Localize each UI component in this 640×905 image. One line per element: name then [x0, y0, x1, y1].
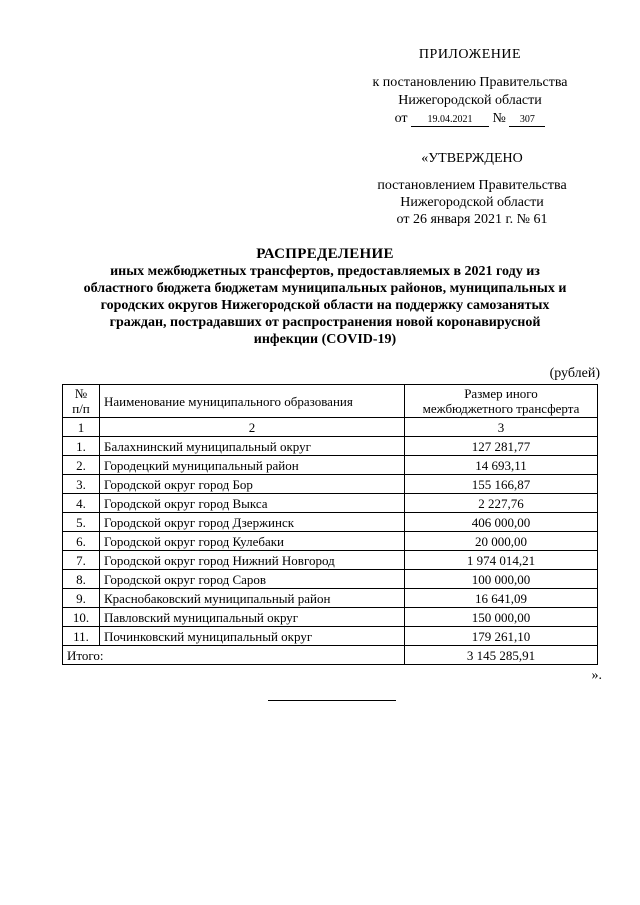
table-row	[63, 475, 598, 494]
signature-line	[268, 700, 396, 701]
row-amount: 16 641,09	[405, 589, 598, 608]
currency-unit: (рублей)	[549, 366, 600, 381]
table-row	[63, 456, 598, 475]
table-row	[63, 570, 598, 589]
row-number: 11.	[63, 627, 100, 646]
approved-line-1: постановлением Правительства	[377, 178, 567, 193]
header-amount	[405, 385, 598, 418]
appendix-line-1: к постановлению Правительства	[372, 75, 568, 90]
distribution-table	[62, 384, 598, 665]
document-title	[60, 246, 590, 348]
row-number: 10.	[63, 608, 100, 627]
title-line-1: иных межбюджетных трансфертов, предоставляемых в 2021 году из	[110, 264, 540, 279]
column-index-row	[63, 418, 598, 437]
table-row	[63, 627, 598, 646]
appendix-heading: ПРИЛОЖЕНИЕ	[418, 47, 522, 62]
row-number: 6.	[63, 532, 100, 551]
row-name: Городецкий муниципальный район	[100, 456, 405, 475]
row-amount: 2 227,76	[405, 494, 598, 513]
row-amount: 155 166,87	[405, 475, 598, 494]
approved-block	[352, 150, 592, 228]
row-name: Балахнинский муниципальный округ	[100, 437, 405, 456]
title-line-2: областного бюджета бюджетам муниципальных районов, муниципальных и	[83, 281, 567, 296]
row-amount: 1 974 014,21	[405, 551, 598, 570]
table-header-row	[63, 385, 598, 418]
row-name: Павловский муниципальный округ	[100, 608, 405, 627]
table-row	[63, 589, 598, 608]
row-amount: 127 281,77	[405, 437, 598, 456]
total-amount: 3 145 285,91	[405, 646, 598, 665]
number-label: №	[492, 111, 506, 126]
closing-quote: ».	[591, 668, 602, 683]
title-line-3: городских округов Нижегородской области на поддержку самозанятых	[100, 298, 550, 313]
row-name: Городской округ город Дзержинск	[100, 513, 405, 532]
row-name: Городской округ город Бор	[100, 475, 405, 494]
row-amount: 150 000,00	[405, 608, 598, 627]
decree-number: 307	[509, 114, 545, 127]
header-amount-line-2: межбюджетного трансферта	[422, 401, 580, 416]
row-amount: 14 693,11	[405, 456, 598, 475]
column-index: 2	[100, 418, 405, 437]
row-number: 4.	[63, 494, 100, 513]
row-name: Краснобаковский муниципальный район	[100, 589, 405, 608]
table-row	[63, 551, 598, 570]
appendix-line-2: Нижегородской области	[398, 93, 542, 108]
approved-heading: «УТВЕРЖДЕНО	[421, 151, 523, 166]
row-number: 3.	[63, 475, 100, 494]
from-label: от	[394, 111, 408, 126]
appendix-date-row	[360, 110, 580, 128]
table-row	[63, 513, 598, 532]
row-name: Городской округ город Кулебаки	[100, 532, 405, 551]
row-amount: 100 000,00	[405, 570, 598, 589]
approved-line-3: от 26 января 2021 г. № 61	[396, 212, 548, 227]
decree-date: 19.04.2021	[411, 114, 489, 127]
row-name: Городской округ город Выкса	[100, 494, 405, 513]
column-index: 3	[405, 418, 598, 437]
header-name: Наименование муниципального образования	[100, 385, 405, 418]
row-number: 1.	[63, 437, 100, 456]
title-line-4: граждан, пострадавших от распространения новой коронавирусной	[109, 315, 541, 330]
row-number: 5.	[63, 513, 100, 532]
approved-line-2: Нижегородской области	[400, 195, 544, 210]
title-main: РАСПРЕДЕЛЕНИЕ	[256, 246, 394, 262]
header-number-line-2: п/п	[72, 401, 90, 416]
row-number: 2.	[63, 456, 100, 475]
row-name: Городской округ город Саров	[100, 570, 405, 589]
table-row	[63, 532, 598, 551]
table-body	[63, 418, 598, 665]
row-number: 9.	[63, 589, 100, 608]
column-index: 1	[63, 418, 100, 437]
row-number: 8.	[63, 570, 100, 589]
total-row	[63, 646, 598, 665]
row-name: Городской округ город Нижний Новгород	[100, 551, 405, 570]
table-row	[63, 437, 598, 456]
total-label: Итого:	[63, 646, 405, 665]
row-number: 7.	[63, 551, 100, 570]
table-row	[63, 494, 598, 513]
row-amount: 406 000,00	[405, 513, 598, 532]
header-number-line-1: №	[74, 386, 88, 401]
header-amount-line-1: Размер иного	[464, 386, 538, 401]
table-row	[63, 608, 598, 627]
row-amount: 20 000,00	[405, 532, 598, 551]
row-name: Починковский муниципальный округ	[100, 627, 405, 646]
appendix-block	[360, 46, 580, 128]
header-number	[63, 385, 100, 418]
row-amount: 179 261,10	[405, 627, 598, 646]
title-line-5: инфекции (COVID-19)	[253, 332, 397, 347]
